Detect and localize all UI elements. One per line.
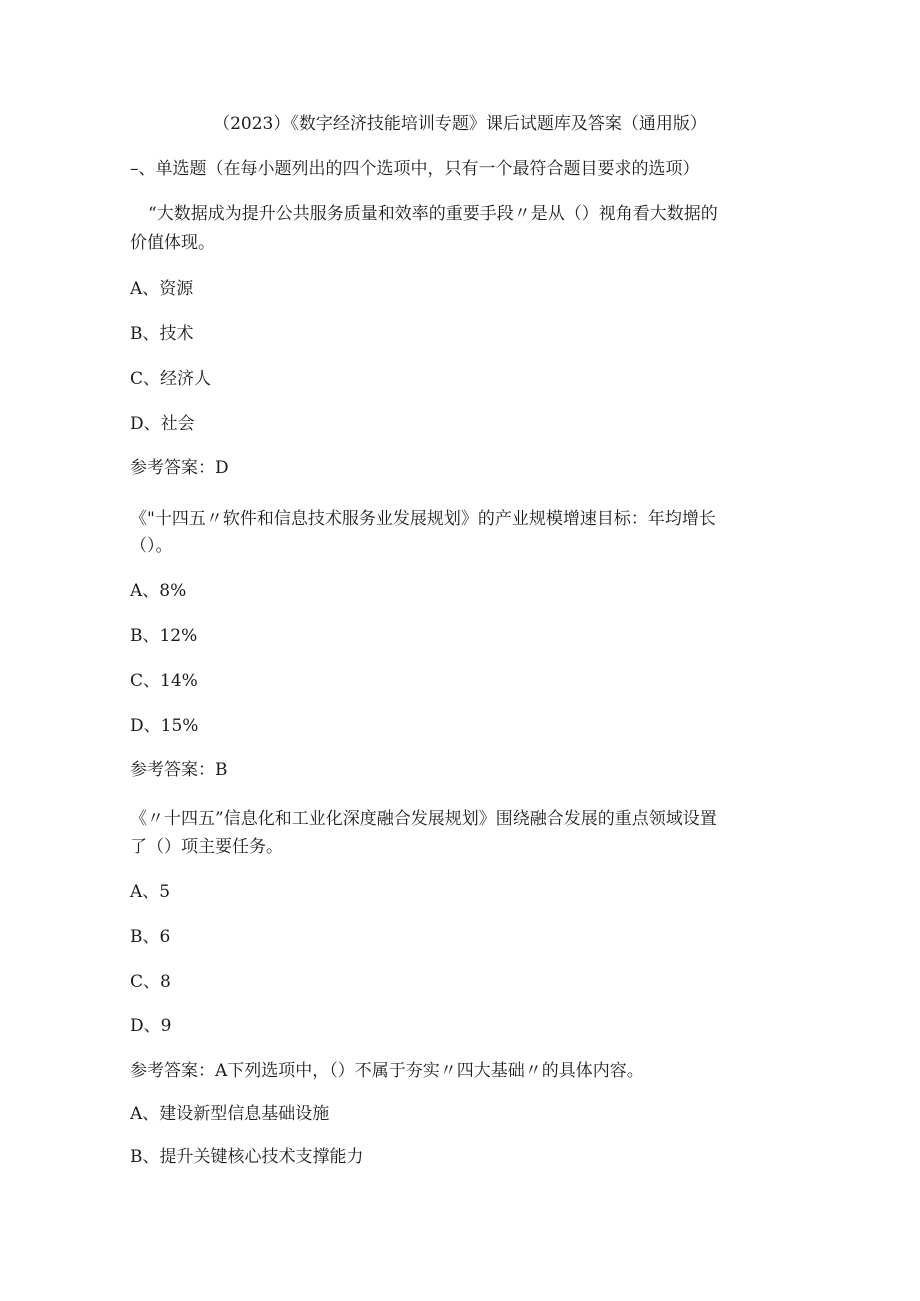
question-1-answer: 参考答案：D [130,458,229,478]
question-3-option-a: A、5 [130,882,171,902]
document-title: （2023）《数字经济技能培训专题》课后试题库及答案（通用版） [213,114,707,134]
question-3-line-2: 了（）项主要任务。 [130,837,283,857]
question-1-option-c: C、经济人 [130,369,212,389]
question-2-answer: 参考答案：B [130,760,228,780]
question-2-option-a: A、8% [130,581,187,601]
question-2-line-1: 《"十四五〃软件和信息技术服务业发展规划》的产业规模增速目标：年均增长 [130,509,716,529]
question-2-option-b: B、12% [130,626,198,646]
question-2-option-d: D、15% [130,716,199,736]
question-1-line-2: 价值体现。 [130,233,215,253]
question-3-option-d: D、9 [130,1016,172,1036]
question-2-option-c: C、14% [130,671,198,691]
question-4-option-b: B、提升关键核心技术支撑能力 [130,1147,364,1167]
question-1-option-d: D、社会 [130,414,195,434]
question-3-line-1: 《〃十四五”信息化和工业化深度融合发展规划》围绕融合发展的重点领域设置 [130,809,717,829]
question-1-option-b: B、技术 [130,324,194,344]
section-heading: –、单选题（在每小题列出的四个选项中，只有一个最符合题目要求的选项） [130,159,700,179]
question-1-line-1: “大数据成为提升公共服务质量和效率的重要手段〃是从（）视角看大数据的 [148,204,718,224]
question-1-option-a: A、资源 [130,279,194,299]
question-4-option-a: A、建设新型信息基础设施 [130,1104,330,1124]
question-3-option-b: B、6 [130,927,171,947]
question-3-option-c: C、8 [130,972,171,992]
question-2-line-2: （）。 [130,536,173,556]
question-3-answer-and-question-4: 参考答案：A下列选项中，（）不属于夯实〃四大基础〃的具体内容。 [130,1061,644,1081]
